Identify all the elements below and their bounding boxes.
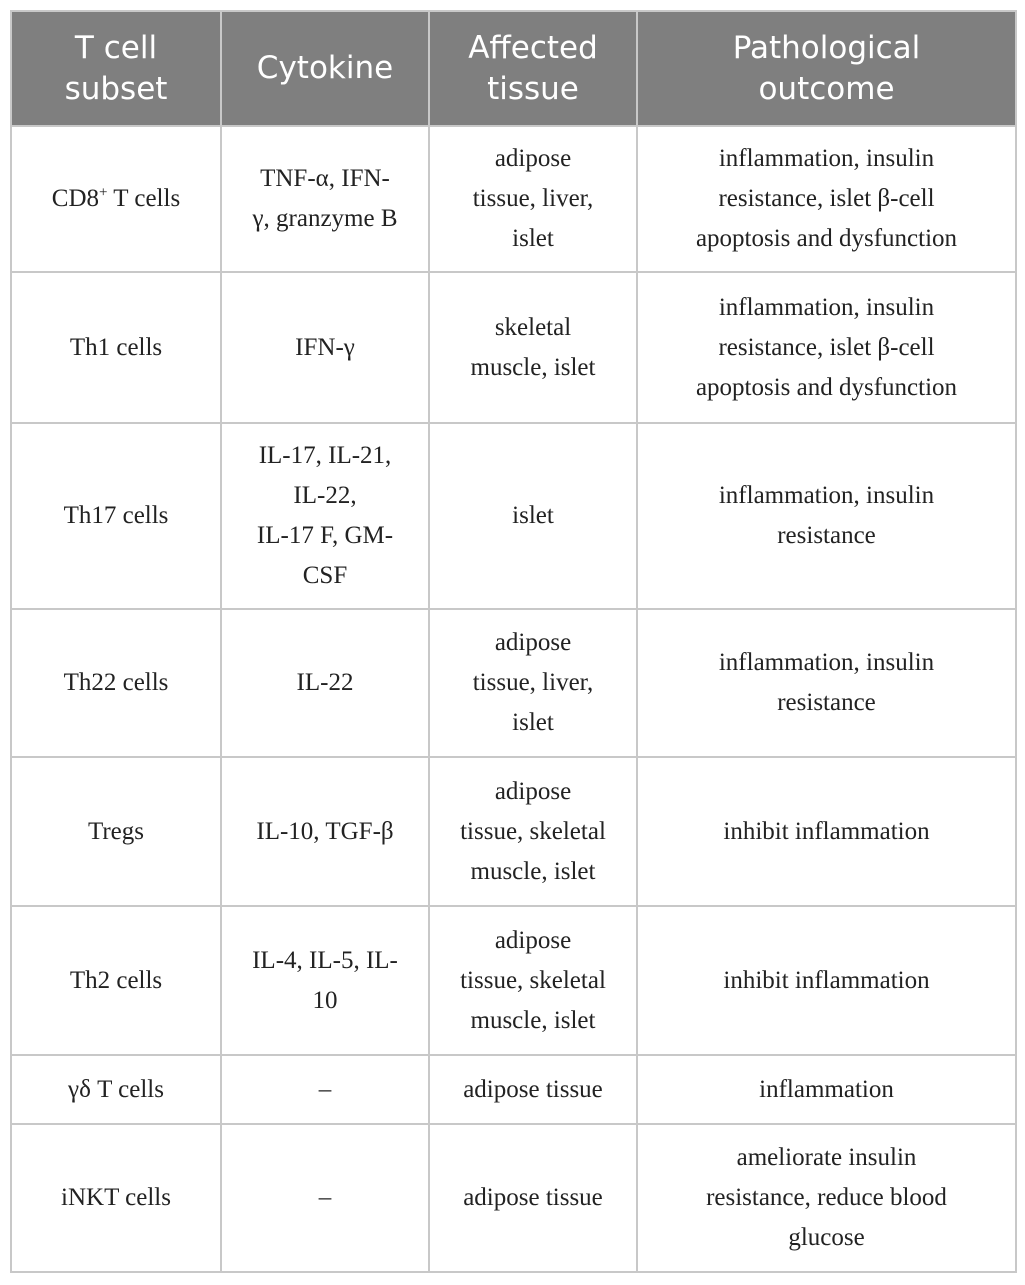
cell-subset: iNKT cells [11,1124,221,1272]
table-row [11,272,1016,423]
cell-outcome: inflammation, insulin resistance [637,609,1016,757]
cell-outcome: inhibit inflammation [637,757,1016,906]
header-row [11,11,1016,126]
header-affected-tissue: Affected tissue [429,11,637,126]
cell-tissue: adipose tissue [429,1055,637,1124]
cell-cytokine: – [221,1124,429,1272]
table-row [11,126,1016,272]
table-row [11,757,1016,906]
cell-outcome: inhibit inflammation [637,906,1016,1055]
cell-tissue: adipose tissue, skeletal muscle, islet [429,757,637,906]
subset-text-rest: T cells [107,185,181,212]
cell-tissue: islet [429,423,637,609]
cell-cytokine: IL-17, IL-21, IL-22, IL-17 F, GM- CSF [221,423,429,609]
cell-subset [11,126,221,272]
header-pathological-outcome: Pathological outcome [637,11,1016,126]
cell-subset: Th22 cells [11,609,221,757]
cell-tissue: adipose tissue, liver, islet [429,126,637,272]
subset-text: CD8 [51,185,100,212]
cell-cytokine: IL-10, TGF-β [221,757,429,906]
cell-cytokine: IL-4, IL-5, IL- 10 [221,906,429,1055]
cell-outcome: inflammation, insulin resistance [637,423,1016,609]
cell-outcome: inflammation, insulin resistance, islet β-cell apoptosis and dysfunction [637,272,1016,423]
cell-tissue: adipose tissue, liver, islet [429,609,637,757]
cell-subset: Th17 cells [11,423,221,609]
cell-cytokine: IFN-γ [221,272,429,423]
cell-subset: Tregs [11,757,221,906]
table-row [11,1055,1016,1124]
cell-cytokine: – [221,1055,429,1124]
cell-subset: Th1 cells [11,272,221,423]
cell-cytokine: IL-22 [221,609,429,757]
header-cytokine: Cytokine [221,11,429,126]
cell-subset: γδ T cells [11,1055,221,1124]
cell-outcome: inflammation [637,1055,1016,1124]
cell-cytokine: TNF-α, IFN- γ, granzyme B [221,126,429,272]
cell-subset: Th2 cells [11,906,221,1055]
table-row [11,609,1016,757]
cell-outcome: ameliorate insulin resistance, reduce blood glucose [637,1124,1016,1272]
table-row [11,906,1016,1055]
table-row [11,423,1016,609]
cell-outcome: inflammation, insulin resistance, islet β-cell apoptosis and dysfunction [637,126,1016,272]
header-t-cell-subset: T cell subset [11,11,221,126]
t-cell-table [10,10,1017,1273]
cell-tissue: adipose tissue, skeletal muscle, islet [429,906,637,1055]
cell-tissue: skeletal muscle, islet [429,272,637,423]
superscript: + [99,184,108,201]
cell-tissue: adipose tissue [429,1124,637,1272]
table-row [11,1124,1016,1272]
